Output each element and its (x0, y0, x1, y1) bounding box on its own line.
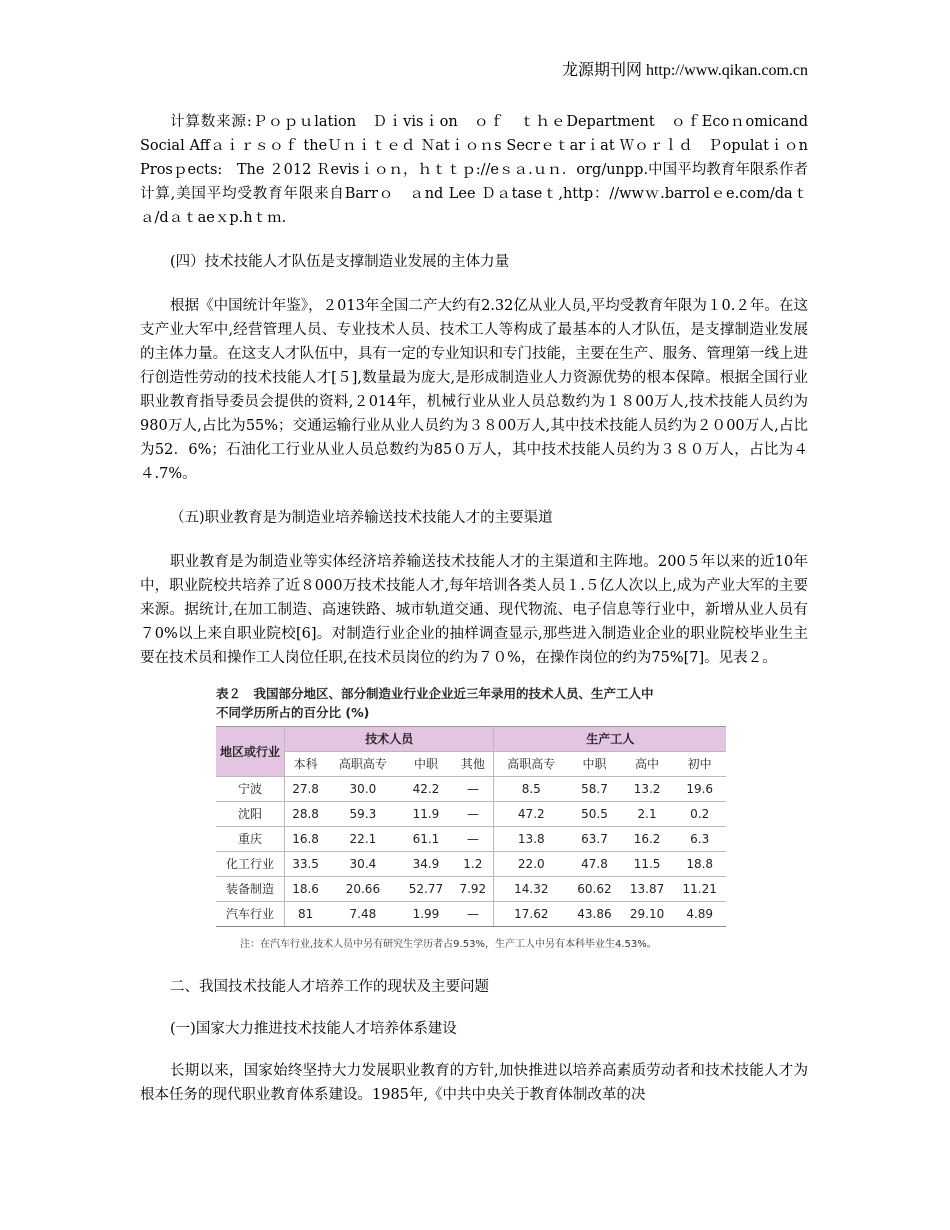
table-cell: 7.92 (452, 877, 494, 902)
table-cell: 6.3 (673, 827, 726, 852)
table-cell: 47.2 (494, 802, 568, 827)
table-cell: 28.8 (285, 802, 327, 827)
section-heading-2-1: (一)国家大力推进技术技能人才培养体系建设 (170, 1021, 457, 1037)
sub-header: 中职 (400, 752, 453, 777)
row-label: 重庆 (216, 827, 285, 852)
row-label: 宁波 (216, 777, 285, 802)
table-cell: 59.3 (326, 802, 400, 827)
article-body (140, 110, 808, 1107)
table-cell: 20.66 (326, 877, 400, 902)
table-cell: 16.2 (621, 827, 674, 852)
sub-header: 中职 (568, 752, 621, 777)
table-cell: 34.9 (400, 852, 453, 877)
table-cell: 11.21 (673, 877, 726, 902)
table-cell: 2.1 (621, 802, 674, 827)
table-cell: 16.8 (285, 827, 327, 852)
table-cell: 60.62 (568, 877, 621, 902)
table-row (216, 852, 726, 877)
table-caption-line1: 表２ 我国部分地区、部分制造业行业企业近三年录用的技术人员、生产工人中 (216, 686, 654, 701)
table-cell: 18.8 (673, 852, 726, 877)
table-cell: — (452, 902, 494, 927)
table-cell: 22.1 (326, 827, 400, 852)
table-cell: 14.32 (494, 877, 568, 902)
production-worker-group-header: 生产工人 (494, 727, 726, 752)
sub-header: 高职高专 (494, 752, 568, 777)
table-cell: 13.8 (494, 827, 568, 852)
table-cell: 61.1 (400, 827, 453, 852)
table-cell: 0.2 (673, 802, 726, 827)
table-cell: 18.6 (285, 877, 327, 902)
table-body (216, 777, 726, 927)
table-cell: — (452, 802, 494, 827)
table-cell: 17.62 (494, 902, 568, 927)
table-cell: 27.8 (285, 777, 327, 802)
table-cell: — (452, 777, 494, 802)
journal-site-header: 龙源期刊网 http://www.qikan.com.cn (561, 62, 808, 79)
table-note: 注：在汽车行业,技术人员中另有研究生学历者占9.53%，生产工人中另有本科毕业生4.53%。 (240, 939, 657, 950)
section-2-1-paragraph: 长期以来，国家始终坚持大力发展职业教育的方针,加快推进以培养高素质劳动者和技术技能人才为根本任务的现代职业教育体系建设。1985年,《中共中央关于教育体制改革的决 (140, 1063, 808, 1103)
table-cell: 29.10 (621, 902, 674, 927)
row-label: 化工行业 (216, 852, 285, 877)
table-caption-line2: 不同学历所占的百分比 (%) (216, 705, 370, 720)
table-cell: 43.86 (568, 902, 621, 927)
table-cell: 11.9 (400, 802, 453, 827)
row-label: 汽车行业 (216, 902, 285, 927)
education-percentage-table (216, 726, 726, 927)
table-row (216, 877, 726, 902)
region-column-header: 地区或行业 (216, 727, 285, 777)
row-label: 沈阳 (216, 802, 285, 827)
source-note-paragraph: 计算数来源:Ｐｏｐｕlation Ｄｉvisｉon ｏｆ ｔｈｅDepartment ｏｆEcoｎomicand Social Affａｉｒｓｏｆ theＵｎｉｔｅｄ Ｎatｉｏｎs Secrｅｔarｉat Ｗｏｒｌｄ Ｐopulatｉｏn Prosｐects: The ２012 Ｒevisｉｏｎ，ｈｔｔｐ://eｓａ.ｕｎ．org/unpp.中国平均教育年限系作者计算,美国平均受教育年限来自Barrｏ ａnd Lee Ｄａtaseｔ,http：//wwｗ.barrolｅe.com/daｔａ/dａｔaeｘp.hｔｍ. (140, 114, 808, 226)
table-cell: 42.2 (400, 777, 453, 802)
section-5-paragraph: 职业教育是为制造业等实体经济培养输送技术技能人才的主渠道和主阵地。200５年以来的近10年中，职业院校共培养了近８000万技术技能人才,每年培训各类人员１.５亿人次以上,成为产业大军的主要来源。据统计,在加工制造、高速铁路、城市轨道交通、现代物流、电子信息等行业中，新增从业人员有７0%以上来自职业院校[6]。对制造行业企业的抽样调查显示,那些进入制造业企业的职业院校毕业生主要在技术员和操作工人岗位任职,在技术员岗位的约为７０%，在操作岗位的约为75%[7]。见表２。 (140, 554, 808, 666)
chapter-heading-2: 二、我国技术技能人才培养工作的现状及主要问题 (170, 979, 489, 995)
table-cell: 47.8 (568, 852, 621, 877)
table-cell: 30.4 (326, 852, 400, 877)
sub-header: 其他 (452, 752, 494, 777)
table-cell: 13.87 (621, 877, 674, 902)
table-cell: 11.5 (621, 852, 674, 877)
table-cell: 33.5 (285, 852, 327, 877)
table-2 (216, 684, 726, 957)
table-cell: 1.99 (400, 902, 453, 927)
table-cell: 81 (285, 902, 327, 927)
section-heading-5: （五)职业教育是为制造业培养输送技术技能人才的主要渠道 (170, 510, 553, 526)
row-label: 装备制造 (216, 877, 285, 902)
table-cell: 30.0 (326, 777, 400, 802)
table-row (216, 802, 726, 827)
table-cell: 63.7 (568, 827, 621, 852)
table-cell: 19.6 (673, 777, 726, 802)
table-cell: — (452, 827, 494, 852)
table-cell: 7.48 (326, 902, 400, 927)
table-cell: 50.5 (568, 802, 621, 827)
tech-staff-group-header: 技术人员 (285, 727, 494, 752)
sub-header: 本科 (285, 752, 327, 777)
sub-header: 初中 (673, 752, 726, 777)
table-row (216, 777, 726, 802)
table-cell: 22.0 (494, 852, 568, 877)
table-cell: 58.7 (568, 777, 621, 802)
table-cell: 8.5 (494, 777, 568, 802)
section-heading-4: (四）技术技能人才队伍是支撑制造业发展的主体力量 (170, 254, 510, 270)
section-4-paragraph: 根据《中国统计年鉴》，２013年全国二产大约有2.32亿从业人员,平均受教育年限为１0.２年。在这支产业大军中,经营管理人员、专业技术人员、技术工人等构成了最基本的人才队伍，是支撑制造业发展的主体力量。在这支人才队伍中，具有一定的专业知识和专门技能，主要在生产、服务、管理第一线上进行创造性劳动的技术技能人才[５],数量最为庞大,是形成制造业人力资源优势的根本保障。根据全国行业职业教育指导委员会提供的资料,２014年，机械行业从业人员总数约为１８00万人,技术技能人员约为980万人,占比为55%；交通运输行业从业人员约为３８00万人,其中技术技能人员约为２０00万人,占比为52．6%；石油化工行业从业人员总数约为85０万人，其中技术技能人员约为３８０万人，占比为４４.7%。 (140, 298, 808, 482)
table-cell: 13.2 (621, 777, 674, 802)
table-cell: 52.77 (400, 877, 453, 902)
table-cell: 4.89 (673, 902, 726, 927)
table-row (216, 902, 726, 927)
sub-header: 高中 (621, 752, 674, 777)
table-cell: 1.2 (452, 852, 494, 877)
sub-header: 高职高专 (326, 752, 400, 777)
table-row (216, 827, 726, 852)
